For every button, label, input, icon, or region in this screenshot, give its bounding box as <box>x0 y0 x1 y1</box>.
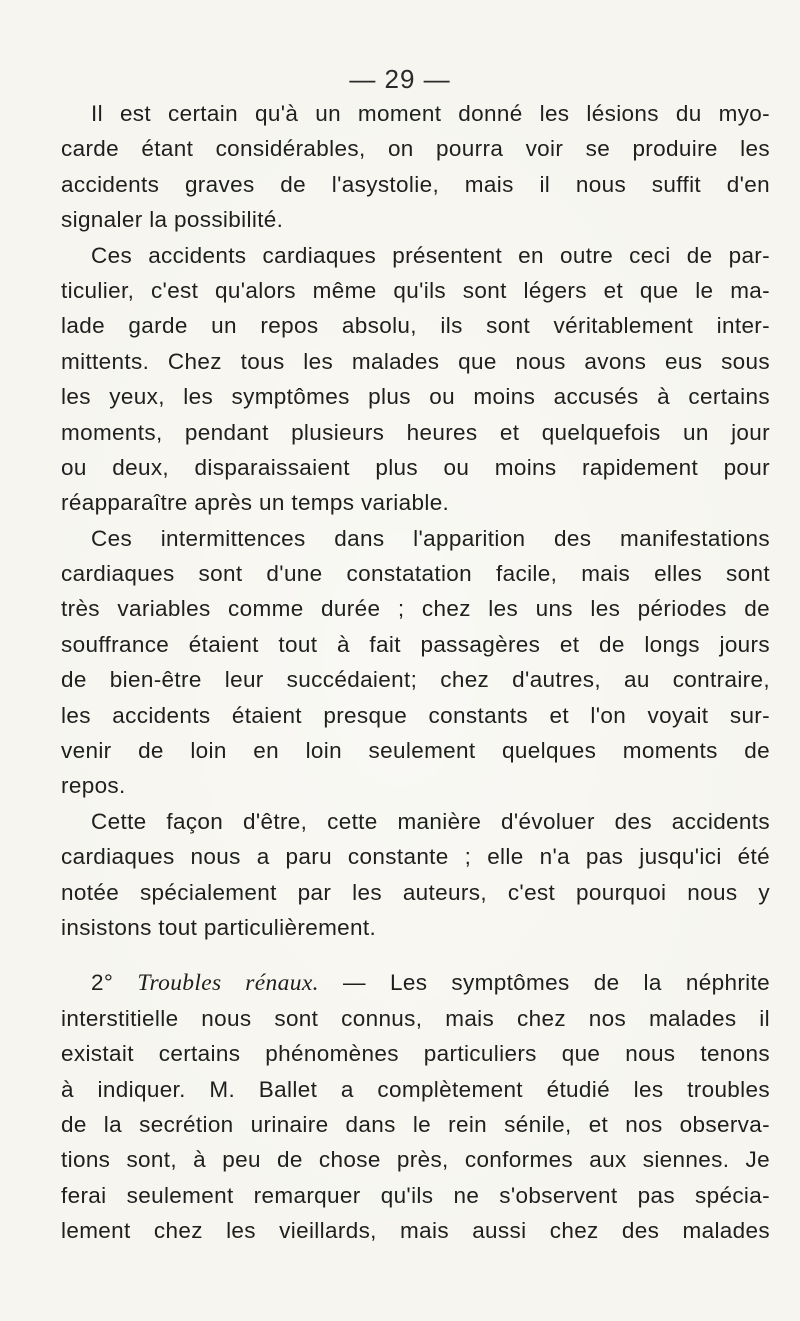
text-line: moments, pendant plusieurs heures et quelquefois un jour <box>61 419 770 445</box>
text-line: très variables comme durée ; chez les uns les périodes de <box>61 596 770 622</box>
page-number: — 29 — <box>349 64 451 94</box>
text-line: Cette façon d'être, cette manière d'évoluer des accidents <box>91 808 770 834</box>
text-line: réapparaître après un temps variable. <box>61 490 450 516</box>
text-line: lement chez les vieillards, mais aussi chez des malades <box>61 1218 770 1244</box>
text-line: existait certains phénomènes particuliers que nous tenons <box>61 1041 770 1067</box>
text-line: carde étant considérables, on pourra voir se produire les <box>61 136 770 162</box>
text-line: repos. <box>61 773 126 799</box>
text-line: les accidents étaient presque constants et l'on voyait sur- <box>61 702 770 728</box>
text-line: notée spécialement par les auteurs, c'est pourquoi nous y <box>61 879 770 905</box>
text-line: mittents. Chez tous les malades que nous avons eus sous <box>61 348 770 374</box>
text-line: ou deux, disparaissaient plus ou moins rapidement pour <box>61 454 770 480</box>
section-heading-line <box>61 965 770 1000</box>
text-line: lade garde un repos absolu, ils sont véritablement inter- <box>61 313 770 339</box>
text-line: venir de loin en loin seulement quelques moments de <box>61 738 770 764</box>
section-number: 2° <box>91 970 114 996</box>
section-gap <box>61 945 770 965</box>
text-line: ticulier, c'est qu'alors même qu'ils sont légers et que le ma- <box>61 277 770 303</box>
paragraph <box>61 804 770 946</box>
text-line: ferai seulement remarquer qu'ils ne s'observent pas spécia- <box>61 1182 770 1208</box>
text-line: de la secrétion urinaire dans le rein sénile, et nos observa- <box>61 1111 770 1137</box>
section-title: Troubles rénaux. <box>137 970 319 997</box>
paragraph <box>61 238 770 521</box>
text-line: signaler la possibilité. <box>61 207 284 233</box>
text-line: cardiaques sont d'une constatation facile, mais elles sont <box>61 561 770 587</box>
paragraph <box>61 521 770 804</box>
text-line: cardiaques nous a paru constante ; elle n'a pas jusqu'ici été <box>61 844 770 870</box>
body-text <box>61 96 770 1249</box>
text-line: insistons tout particulièrement. <box>61 914 377 940</box>
text-line: accidents graves de l'asystolie, mais il nous suffit d'en <box>61 171 770 197</box>
text-line: Il est certain qu'à un moment donné les lésions du myo- <box>91 101 770 126</box>
text-line: à indiquer. M. Ballet a complètement étudié les troubles <box>61 1076 770 1102</box>
text-line: tions sont, à peu de chose près, conformes aux siennes. Je <box>61 1147 770 1173</box>
text-line: de bien-être leur succédaient; chez d'autres, au contraire, <box>61 667 770 693</box>
text-line: souffrance étaient tout à fait passagères et de longs jours <box>61 631 770 657</box>
text-line: Ces accidents cardiaques présentent en outre ceci de par- <box>91 242 770 268</box>
section-troubles-renaux <box>61 965 770 1248</box>
text-line: les yeux, les symptômes plus ou moins accusés à certains <box>61 384 770 410</box>
text-line: interstitielle nous sont connus, mais chez nos malades il <box>61 1005 770 1031</box>
paragraph <box>61 96 770 238</box>
text-line: Ces intermittences dans l'apparition des manifestations <box>91 525 770 551</box>
section-first-line-text: — Les symptômes de la néphrite <box>343 970 770 996</box>
